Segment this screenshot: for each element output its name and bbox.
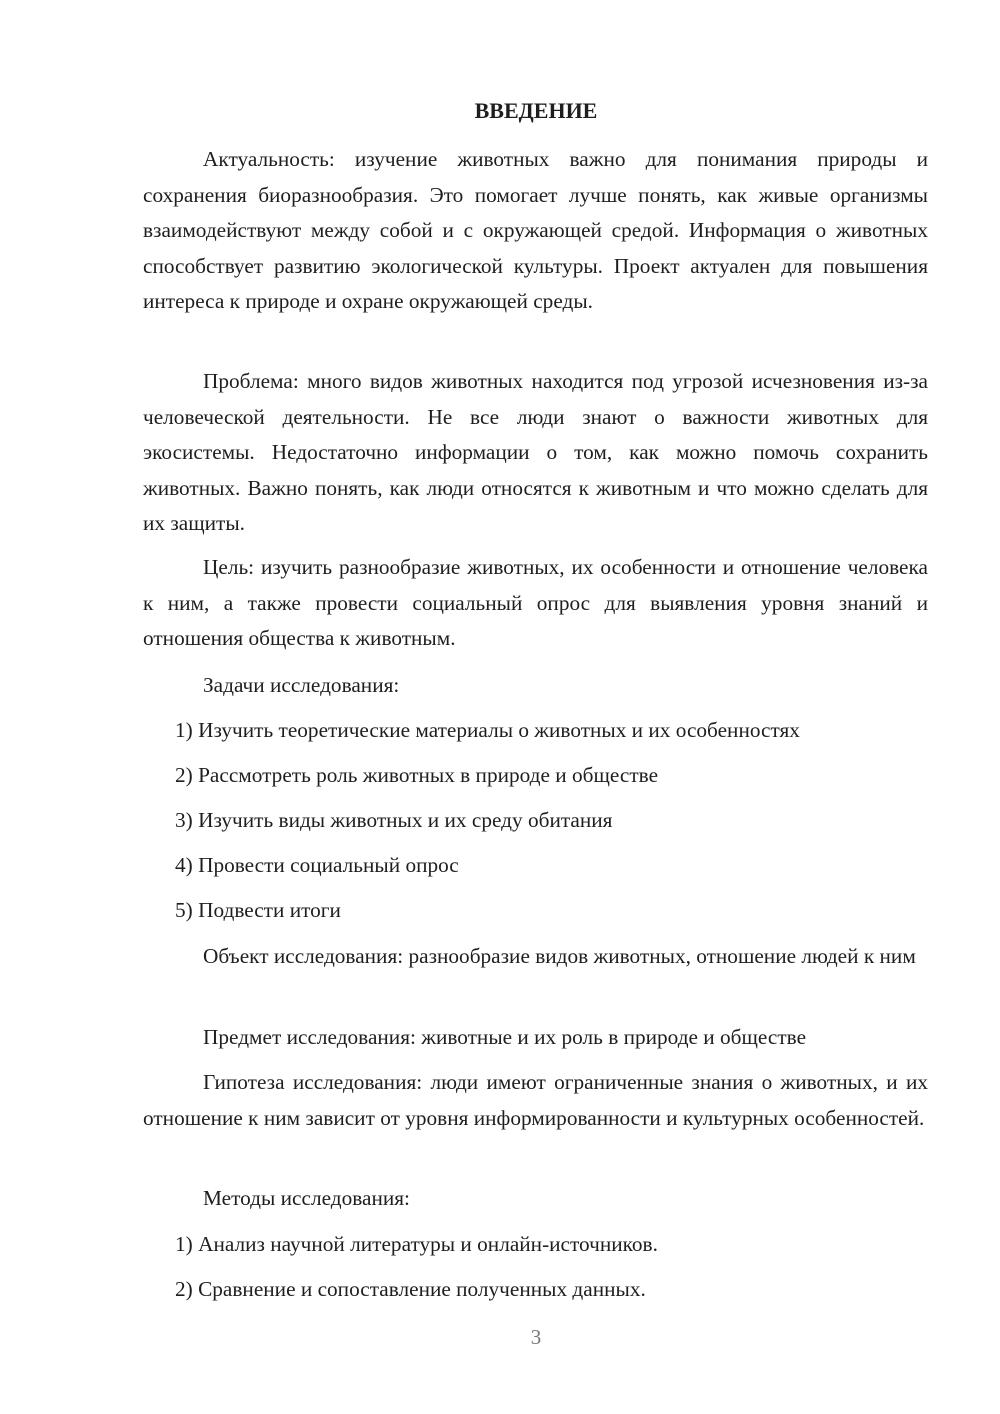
page-number: 3 <box>530 1325 542 1349</box>
object-paragraph: Объект исследования: разнообразие видов животных, отношение людей к ним <box>203 944 916 968</box>
task-item-1: 1) Изучить теоретические материалы о животных и их особенностях <box>175 718 800 742</box>
tasks-title: Задачи исследования: <box>203 673 400 697</box>
problem-paragraph: Проблема: много видов животных находится под угрозой исчезновения из-за человеческой деятельности. Не все люди знают о важности животных для экосистемы. Недостаточно информации о том, как можно помочь сохранить животных. Важно понять, как люди относятся к животным и что можно сделать для их защиты. <box>143 369 928 535</box>
task-item-2: 2) Рассмотреть роль животных в природе и обществе <box>175 763 659 787</box>
task-item-5: 5) Подвести итоги <box>175 898 341 922</box>
task-item-4: 4) Провести социальный опрос <box>175 853 459 877</box>
goal-paragraph: Цель: изучить разнообразие животных, их особенности и отношение человека к ним, а также провести социальный опрос для выявления уровня знаний и отношения общества к животным. <box>143 555 928 650</box>
hypothesis-paragraph: Гипотеза исследования: люди имеют ограниченные знания о животных, и их отношение к ним зависит от уровня информированности и культурных особенностей. <box>143 1070 928 1130</box>
methods-title: Методы исследования: <box>203 1186 410 1210</box>
subject-line: Предмет исследования: животные и их роль в природе и обществе <box>203 1025 807 1049</box>
task-item-3: 3) Изучить виды животных и их среду обитания <box>175 808 613 832</box>
page-title: ВВЕДЕНИЕ <box>474 98 598 123</box>
method-item-2: 2) Сравнение и сопоставление полученных данных. <box>175 1277 646 1301</box>
method-item-1: 1) Анализ научной литературы и онлайн-источников. <box>175 1232 658 1256</box>
relevance-paragraph: Актуальность: изучение животных важно для понимания природы и сохранения биоразнообразия. Это помогает лучше понять, как живые организмы взаимодействуют между собой и с окружающей средой. Информация о животных способствует развитию экологической культуры. Проект актуален для повышения интереса к природе и охране окружающей среды. <box>143 147 928 313</box>
